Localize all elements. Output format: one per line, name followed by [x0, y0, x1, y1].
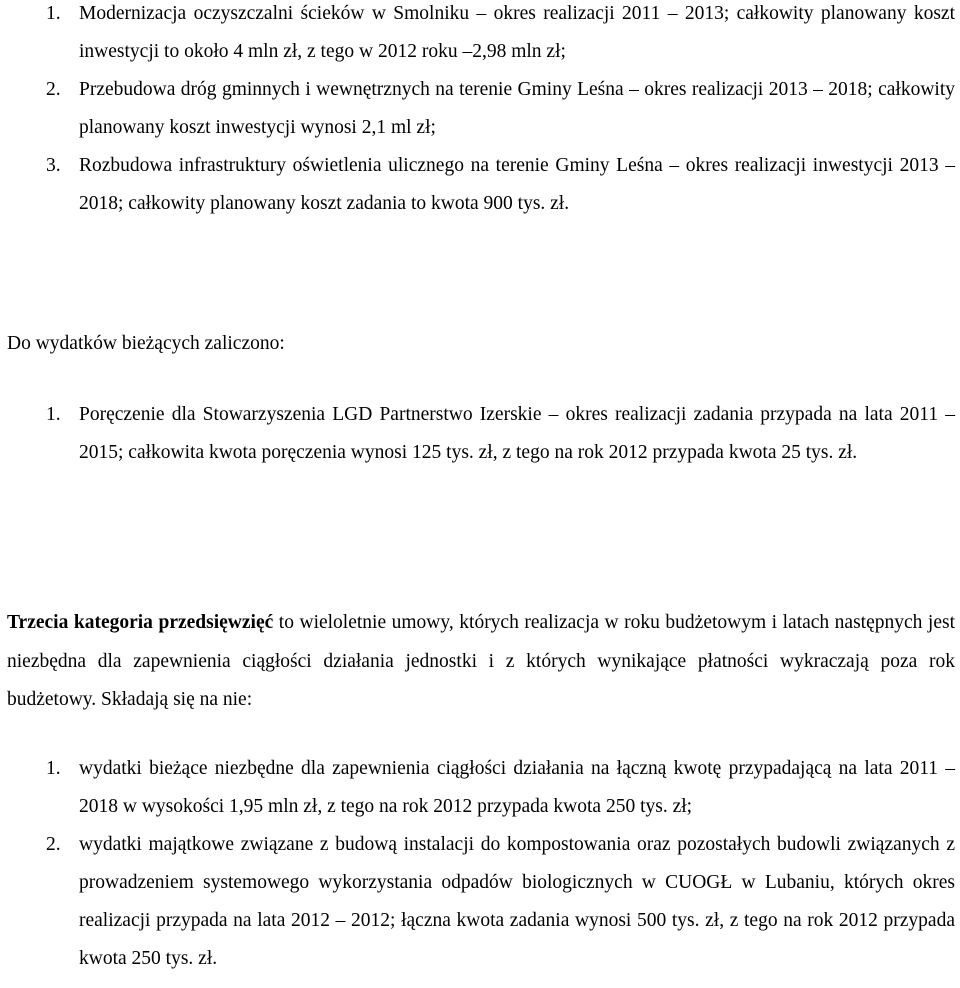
current-expenses-heading: Do wydatków bieżących zaliczono:: [7, 333, 285, 354]
list-item: [0, 71, 960, 147]
third-category-list: [0, 750, 960, 978]
third-category-paragraph: [7, 604, 955, 720]
list-item-number: 2.: [46, 79, 61, 100]
list-item-text: wydatki bieżące niezbędne dla zapewnienia ciągłości działania na łączną kwotę przypadającą na lata 2011 – 2018 w wysokości 1,95 mln zł, z tego na rok 2012 przypada kwota 250 tys. zł;: [79, 758, 955, 817]
list-item-number: 2.: [46, 834, 61, 855]
bold-lead-term: Trzecia kategoria: [7, 612, 153, 633]
list-item-text: Przebudowa dróg gminnych i wewnętrznych na terenie Gminy Leśna – okres realizacji 2013 – 2018; całkowity planowany koszt inwestycji wynosi 2,1 ml zł;: [79, 79, 955, 138]
list-item-text: Poręczenie dla Stowarzyszenia LGD Partnerstwo Izerskie – okres realizacji zadania przypada na lata 2011 – 2015; całkowita kwota poręczenia wynosi 125 tys. zł, z tego na rok 2012 przypada kwota 25 tys. zł.: [79, 404, 955, 463]
list-item: [0, 0, 960, 71]
list-item-number: 3.: [46, 155, 61, 176]
list-item: [0, 826, 960, 978]
list-item-number: 1.: [46, 758, 61, 779]
list-item: [0, 147, 960, 223]
list-item-text: Rozbudowa infrastruktury oświetlenia ulicznego na terenie Gminy Leśna – okres realizacji inwestycji 2013 – 2018; całkowity planowany koszt zadania to kwota 900 tys. zł.: [79, 155, 955, 214]
list-item-number: 1.: [46, 3, 61, 24]
current-expenses-list: [0, 396, 960, 472]
paragraph-text: to wieloletnie umowy, których realizacja w roku budżetowym i latach następnych jest niezbędna dla zapewnienia ciągłości działania jednostki i z których wynikające płatności wykraczają poza rok budżetowy. Składają się na nie:: [7, 612, 956, 710]
list-item-text: wydatki majątkowe związane z budową instalacji do kompostowania oraz pozostałych budowli związanych z prowadzeniem systemowego wykorzystania odpadów biologicznych w CUOGŁ w Lubaniu, których okres realizacji przypada na lata 2012 – 2012; łączna kwota zadania wynosi 500 tys. zł, z tego na rok 2012 przypada kwota 250 tys. zł.: [79, 834, 955, 969]
list-item: [0, 396, 960, 472]
list-item: [0, 750, 960, 826]
bold-lead-term: przedsięwzięć: [158, 612, 274, 633]
investment-list: [0, 0, 960, 223]
list-item-text: Modernizacja oczyszczalni ścieków w Smolniku – okres realizacji 2011 – 2013; całkowity planowany koszt inwestycji to około 4 mln zł, z tego w 2012 roku –2,98 mln zł;: [79, 3, 955, 62]
list-item-number: 1.: [46, 404, 61, 425]
